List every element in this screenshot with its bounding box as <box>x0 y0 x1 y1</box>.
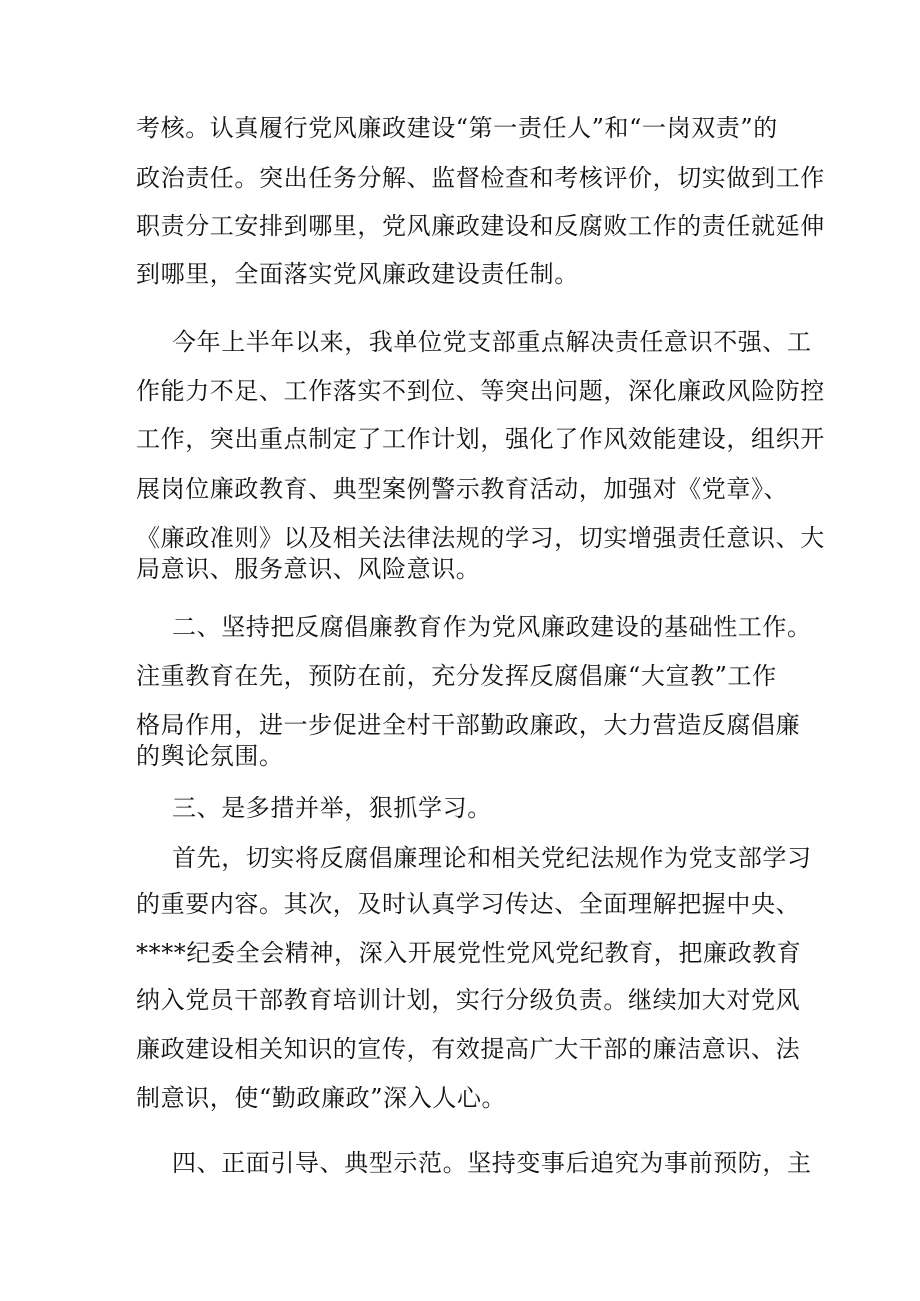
text-line: 二、坚持把反腐倡廉教育作为党风廉政建设的基础性工作。 <box>172 613 812 641</box>
text-line: 政治责任。突出任务分解、监督检查和考核评价，切实做到工作 <box>136 164 825 192</box>
text-line: 考核。认真履行党风廉政建设“第一责任人”和“一岗双责”的 <box>136 114 778 142</box>
text-line: 职责分工安排到哪里，党风廉政建设和反腐败工作的责任就延伸 <box>136 212 825 240</box>
text-line: ****纪委全会精神，深入开展党性党风党纪教育，把廉政教育 <box>136 939 802 967</box>
text-line: 首先，切实将反腐倡廉理论和相关党纪法规作为党支部学习 <box>172 844 812 872</box>
text-line: 三、是多措并举，狠抓学习。 <box>172 794 492 822</box>
text-line: 四、正面引导、典型示范。坚持变事后追究为事前预防，主 <box>172 1149 812 1177</box>
text-line: 作能力不足、工作落实不到位、等突出问题，深化廉政风险防控 <box>136 377 825 405</box>
text-line: 《廉政准则》以及相关法律法规的学习，切实增强责任意识、大 <box>136 524 825 552</box>
text-line: 今年上半年以来，我单位党支部重点解决责任意识不强、工 <box>172 328 812 356</box>
text-line: 的重要内容。其次，及时认真学习传达、全面理解把握中央、 <box>136 890 801 918</box>
text-line: 工作，突出重点制定了工作计划，强化了作风效能建设，组织开 <box>136 425 825 453</box>
text-line: 局意识、服务意识、风险意识。 <box>136 555 481 583</box>
text-line: 纳入党员干部教育培训计划，实行分级负责。继续加大对党风 <box>136 986 801 1014</box>
text-line: 注重教育在先，预防在前，充分发挥反腐倡廉“大宣教”工作 <box>136 662 777 690</box>
text-line: 到哪里，全面落实党风廉政建设责任制。 <box>136 260 579 288</box>
text-line: 展岗位廉政教育、典型案例警示教育活动，加强对《党章》、 <box>136 475 789 503</box>
text-line: 制意识，使“勤政廉政”深入人心。 <box>136 1084 507 1112</box>
text-line: 的舆论氛围。 <box>136 742 284 770</box>
text-line: 廉政建设相关知识的宣传，有效提高广大干部的廉洁意识、法 <box>136 1035 801 1063</box>
text-line: 格局作用，进一步促进全村干部勤政廉政，大力营造反腐倡廉 <box>136 711 801 739</box>
